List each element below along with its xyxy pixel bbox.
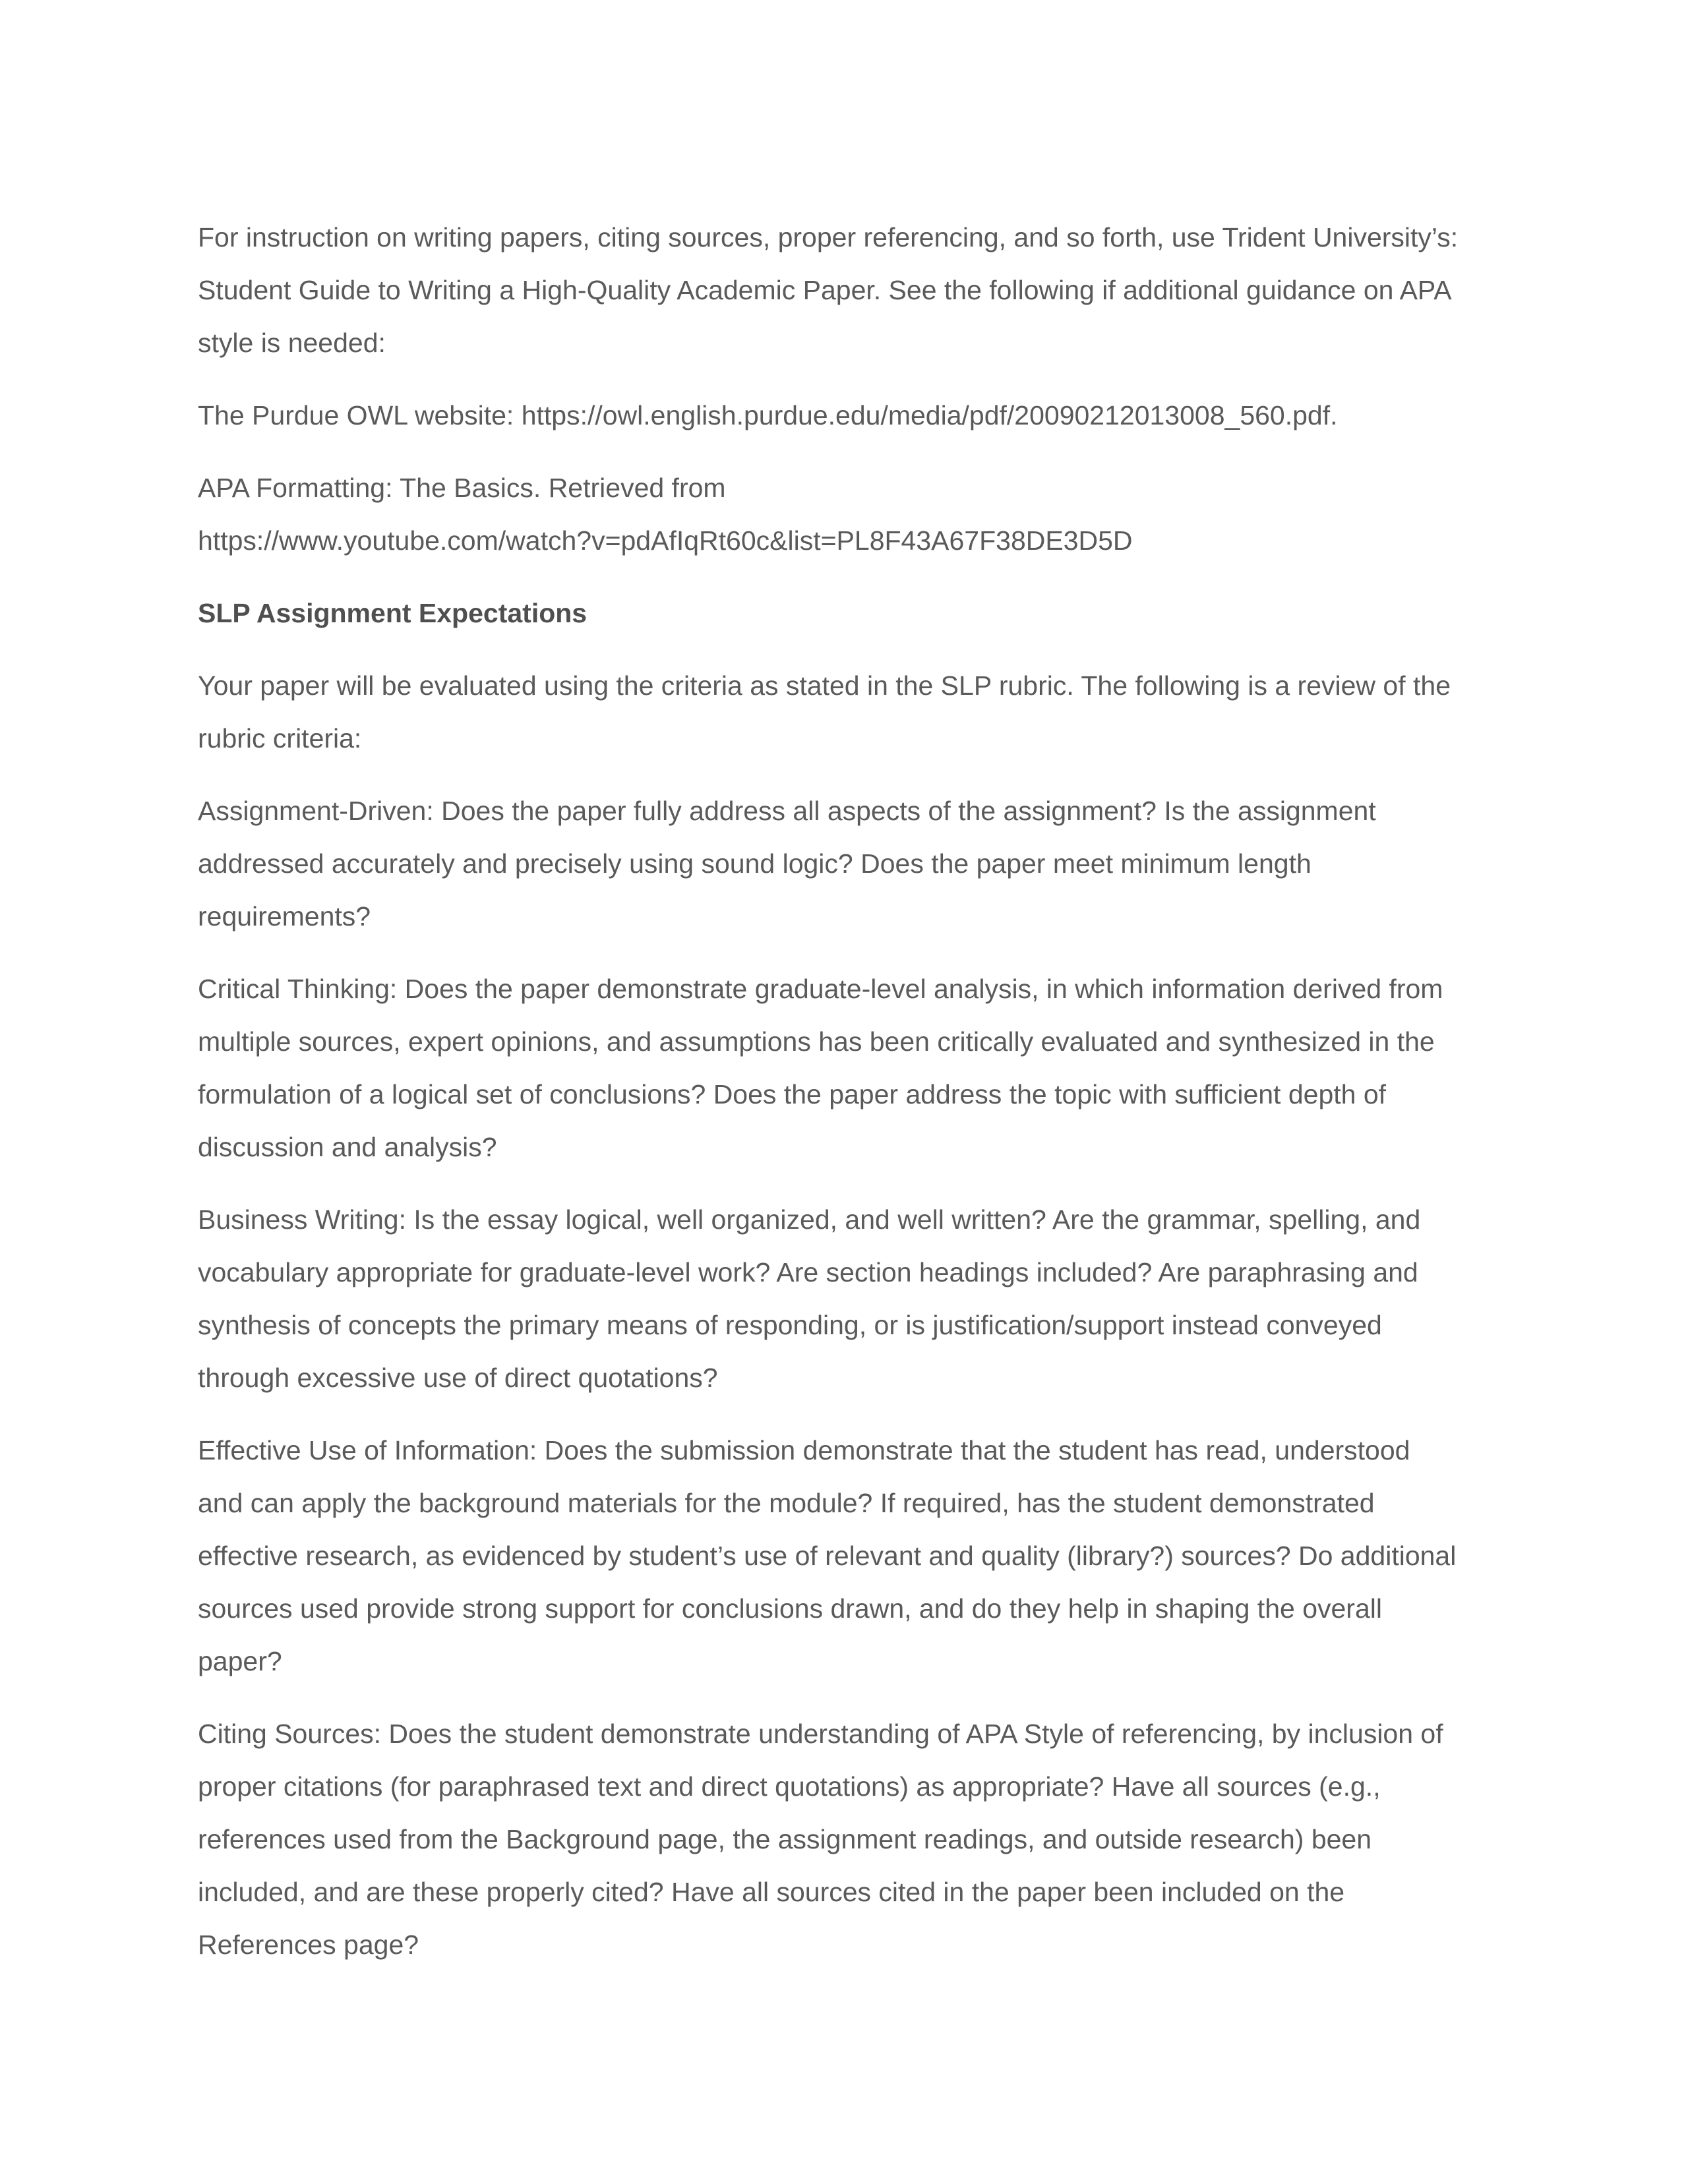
text-line: Citing Sources: Does the student demonstrate understanding of APA Style of referencing, by inclusion of [198,1719,1443,1749]
text-line: Critical Thinking: Does the paper demonstrate graduate-level analysis, in which information derived from [198,974,1443,1004]
text-line: sources used provide strong support for conclusions drawn, and do they help in shaping the overall [198,1593,1382,1624]
text-line: paper? [198,1646,282,1676]
rubric-intro-paragraph [198,659,1490,765]
text-line: requirements? [198,901,371,931]
text-line: https://www.youtube.com/watch?v=pdAfIqRt60c&list=PL8F43A67F38DE3D5D [198,525,1133,556]
text-line: synthesis of concepts the primary means of responding, or is justification/support instead conveyed [198,1310,1382,1340]
text-line: formulation of a logical set of conclusions? Does the paper address the topic with sufficient depth of [198,1079,1387,1109]
assignment-driven-paragraph [198,784,1490,943]
text-line: The Purdue OWL website: https://owl.english.purdue.edu/media/pdf/20090212013008_560.pdf. [198,400,1338,430]
citing-sources-paragraph [198,1707,1490,1971]
text-line: discussion and analysis? [198,1132,497,1162]
text-line: APA Formatting: The Basics. Retrieved from [198,473,726,503]
text-line: rubric criteria: [198,723,362,753]
text-line: addressed accurately and precisely using sound logic? Does the paper meet minimum length [198,848,1311,879]
text-line: and can apply the background materials for the module? If required, has the student demonstrated [198,1488,1375,1518]
section-heading [198,587,1490,639]
heading-text: SLP Assignment Expectations [198,598,588,628]
text-line: Assignment-Driven: Does the paper fully address all aspects of the assignment? Is the assignment [198,796,1376,826]
text-line: References page? [198,1930,419,1960]
text-line: through excessive use of direct quotations? [198,1363,718,1393]
text-line: multiple sources, expert opinions, and assumptions has been critically evaluated and synthesized in the [198,1026,1435,1057]
text-line: effective research, as evidenced by student’s use of relevant and quality (library?) sources? Do additional [198,1541,1457,1571]
text-line: Student Guide to Writing a High-Quality Academic Paper. See the following if additional guidance on APA [198,275,1452,305]
text-line: proper citations (for paraphrased text and direct quotations) as appropriate? Have all sources (e.g., [198,1771,1381,1802]
text-line: Your paper will be evaluated using the criteria as stated in the SLP rubric. The following is a review of the [198,670,1451,701]
text-line: Business Writing: Is the essay logical, well organized, and well written? Are the grammar, spelling, and [198,1204,1421,1235]
text-line: vocabulary appropriate for graduate-level work? Are section headings included? Are paraphrasing and [198,1257,1418,1287]
text-line: For instruction on writing papers, citing sources, proper referencing, and so forth, use Trident University’s: [198,222,1459,252]
apa-formatting-paragraph [198,461,1490,567]
text-line: references used from the Background page, the assignment readings, and outside research) been [198,1824,1372,1854]
business-writing-paragraph [198,1193,1490,1404]
effective-use-paragraph [198,1424,1490,1688]
critical-thinking-paragraph [198,962,1490,1173]
purdue-owl-paragraph [198,389,1490,442]
document-page [198,211,1490,1991]
intro-paragraph [198,211,1490,369]
text-line: style is needed: [198,328,386,358]
text-line: included, and are these properly cited? Have all sources cited in the paper been included on the [198,1877,1345,1907]
text-line: Effective Use of Information: Does the submission demonstrate that the student has read, understood [198,1435,1410,1465]
